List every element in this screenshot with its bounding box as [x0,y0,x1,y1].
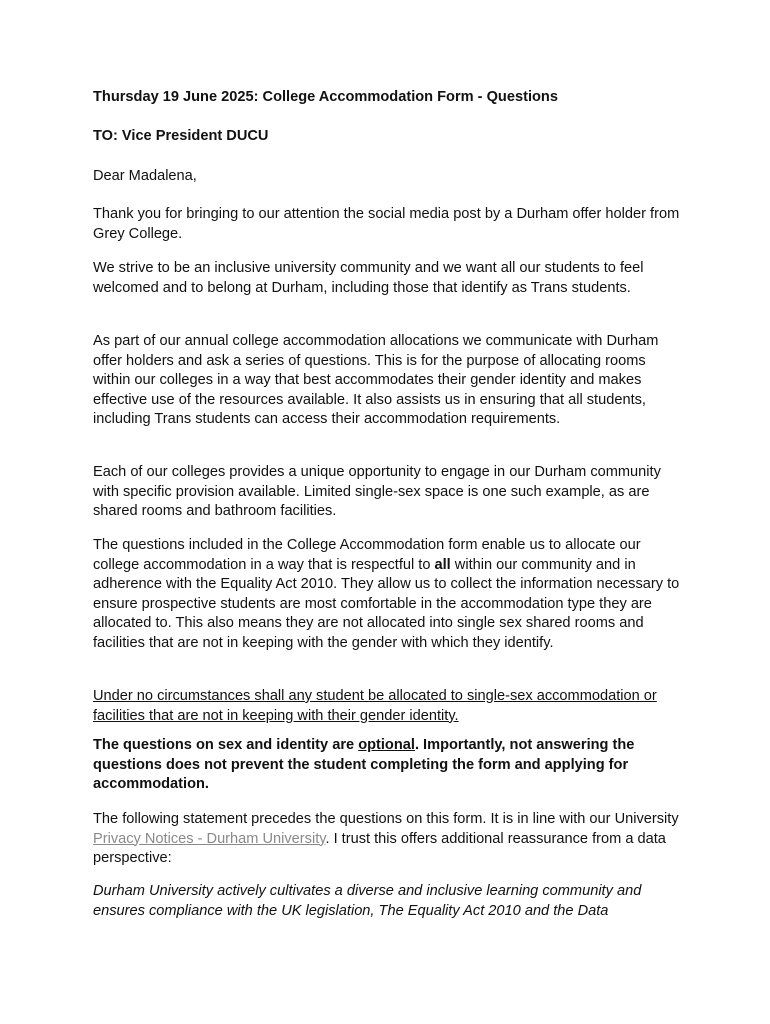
letter-heading: Thursday 19 June 2025: College Accommodation Form - Questions [93,89,558,105]
paragraph-5 [93,536,685,654]
paragraph-5-text-start: The questions included in the College Accommodation form enable us to allocate our college accommodation in a way that is respectful to [93,537,641,573]
paragraph-7 [93,736,685,795]
paragraph-8-text-start: The following statement precedes the questions on this form. It is in line with our University [93,811,679,827]
privacy-notices-link[interactable]: Privacy Notices - Durham University [93,830,326,847]
paragraph-8 [93,810,685,869]
salutation: Dear Madalena, [93,168,197,184]
recipient-line: TO: Vice President DUCU [93,128,269,144]
paragraph-4: Each of our colleges provides a unique opportunity to engage in our Durham community with specific provision available. Limited single-sex space is one such example, as are shared rooms and bathroom facilities. [93,464,661,520]
paragraph-6-underlined: Under no circumstances shall any student be allocated to single-sex accommodation or facilities that are not in keeping with their gender identity. [93,688,657,724]
paragraph-5-text-end: within our community and in adherence with the Equality Act 2010. They allow us to collect the information necessary to ensure prospective students are most comfortable in the accommodation type they are allocated to. This also means they are not allocated into single sex shared rooms and facilities that are not in keeping with the gender with which they identify. [93,556,680,651]
optional-word: optional [358,737,415,753]
paragraph-9-italic: Durham University actively cultivates a diverse and inclusive learning community and ensures compliance with the UK legislation, The Equality Act 2010 and the Data [93,883,642,919]
paragraph-1: Thank you for bringing to our attention the social media post by a Durham offer holder from Grey College. [93,206,680,242]
paragraph-3: As part of our annual college accommodation allocations we communicate with Durham offer holders and ask a series of questions. This is for the purpose of allocating rooms within our colleges in a way that best accommodates their gender identity and makes effective use of the resources available. It also assists us in ensuring that all students, including Trans students can access their accommodation requirements. [93,333,659,428]
paragraph-7-text-end: . Importantly, not answering the questions does not prevent the student completing the form and applying for accommodation. [93,737,635,793]
paragraph-7-text-start: The questions on sex and identity are [93,737,359,753]
paragraph-8-text-end: . I trust this offers additional reassurance from a data perspective: [93,830,666,867]
paragraph-5-emphasis: all [434,556,451,573]
paragraph-2: We strive to be an inclusive university community and we want all our students to feel welcomed and to belong at Durham, including those that identify as Trans students. [93,260,644,296]
